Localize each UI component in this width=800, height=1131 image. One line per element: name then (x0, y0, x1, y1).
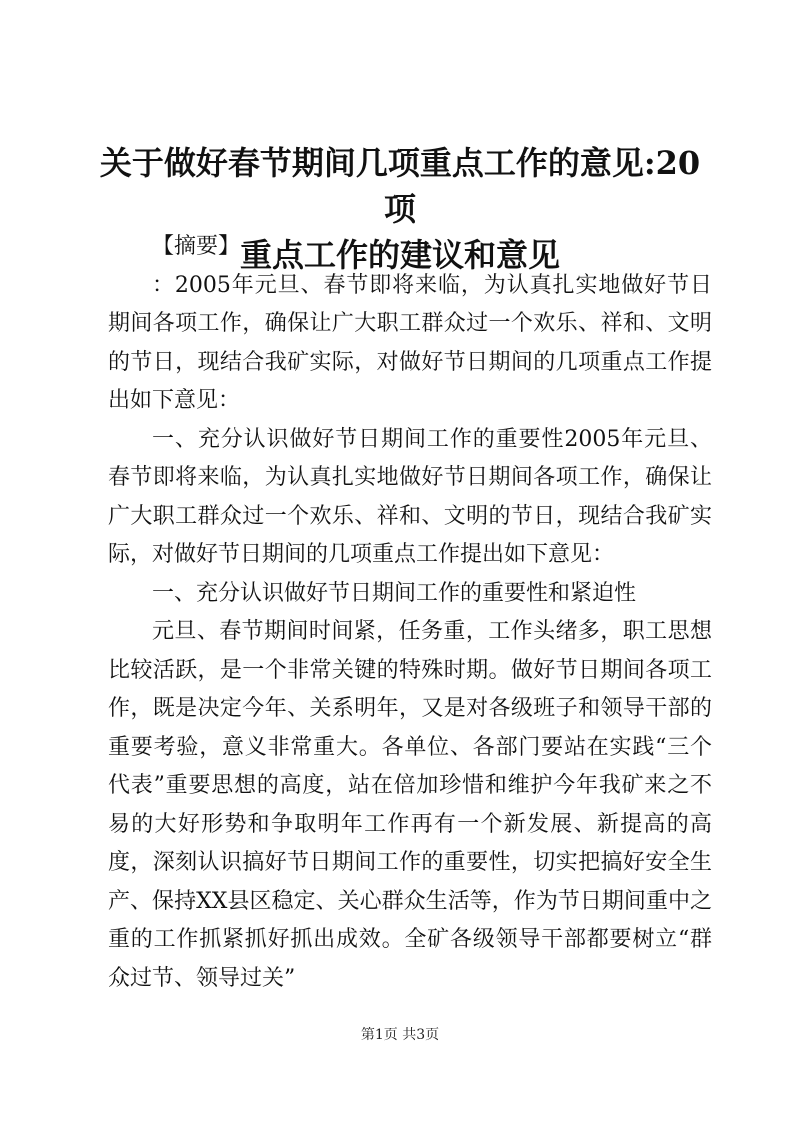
paragraph-1: ：2005年元旦、春节即将来临，为认真扎实地做好节日期间各项工作，确保让广大职工群众过一个欢乐、祥和、文明的节日，现结合我矿实际，对做好节日期间的几项重点工作提出如下意见： (108, 272, 712, 413)
page-number-footer: 第1页 共3页 (360, 1027, 440, 1043)
title-line-2: 重点工作的建议和意见 (239, 236, 560, 274)
title-line-1: 关于做好春节期间几项重点工作的意见:20项 (99, 144, 701, 228)
section-heading-1: 一、充分认识做好节日期间工作的重要性和紧迫性 (152, 580, 637, 606)
paragraph-3: 元旦、春节期间时间紧，任务重，工作头绪多，职工思想比较活跃，是一个非常关键的特殊时期。做好节日期间各项工作，既是决定今年、关系明年，又是对各级班子和领导干部的重要考验，意义非常重大。各单位、各部门要站在实践“三个代表”重要思想的高度，站在倍加珍惜和维护今年我矿来之不易的大好形势和争取明年工作再有一个新发展、新提高的高度，深刻认识搞好节日期间工作的重要性，切实把搞好安全生产、保持XX县区稳定、关心群众生活等，作为节日期间重中之重的工作抓紧抓好抓出成效。全矿各级领导干部都要树立“群众过节、领导过关” (108, 619, 712, 991)
paragraph-2: 一、充分认识做好节日期间工作的重要性2005年元旦、春节即将来临，为认真扎实地做好节日期间各项工作，确保让广大职工群众过一个欢乐、祥和、文明的节日，现结合我矿实际，对做好节日期间的几项重点工作提出如下意见： (108, 426, 712, 567)
document-body (108, 228, 712, 998)
abstract-heading: 【摘要】 (152, 234, 241, 259)
